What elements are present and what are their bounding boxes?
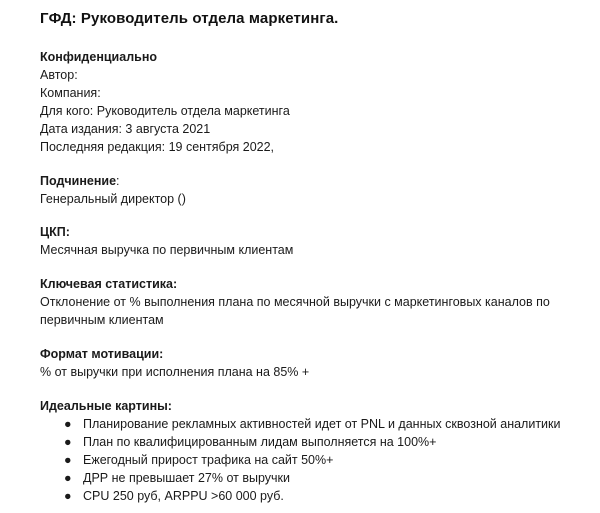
ckp-heading: ЦКП: xyxy=(40,225,70,239)
audience-line: Для кого: Руководитель отдела маркетинга xyxy=(40,104,290,118)
spacer xyxy=(40,329,570,345)
bullet-icon: ● xyxy=(64,453,72,467)
bullet-icon: ● xyxy=(64,417,72,431)
spacer xyxy=(40,259,570,275)
author-label: Автор: xyxy=(40,68,78,82)
list-item xyxy=(40,433,570,451)
spacer xyxy=(40,208,570,223)
bullet-icon: ● xyxy=(64,435,72,449)
spacer xyxy=(40,28,570,48)
meta-block xyxy=(40,48,570,156)
reporting-section xyxy=(40,172,570,208)
company-label: Компания: xyxy=(40,86,101,100)
bullet-icon: ● xyxy=(64,471,72,485)
last-edit-line: Последняя редакция: 19 сентября 2022, xyxy=(40,140,275,154)
motivation-heading: Формат мотивации: xyxy=(40,347,164,361)
ckp-value: Месячная выручка по первичным клиентам xyxy=(40,243,294,257)
list-item xyxy=(40,451,570,469)
reporting-heading-colon: : xyxy=(116,174,120,188)
spacer xyxy=(40,381,570,397)
ideal-pictures-section xyxy=(40,397,570,505)
key-statistic-section xyxy=(40,275,570,329)
ckp-section xyxy=(40,223,570,259)
spacer xyxy=(40,156,570,172)
confidential-label: Конфиденциально xyxy=(40,50,158,64)
list-item xyxy=(40,487,570,505)
list-item-text: Ежегодный прирост трафика на сайт 50%+ xyxy=(83,453,334,467)
list-item-text: ДРР не превышает 27% от выручки xyxy=(83,471,290,485)
motivation-value: % от выручки при исполнения плана на 85% + xyxy=(40,365,310,379)
publish-date-line: Дата издания: 3 августа 2021 xyxy=(40,122,211,136)
list-item xyxy=(40,469,570,487)
key-statistic-value: Отклонение от % выполнения плана по месячной выручки с маркетинговых каналов по первичным клиентам xyxy=(40,295,554,327)
reporting-heading xyxy=(40,172,570,190)
list-item-text: Планирование рекламных активностей идет от PNL и данных сквозной аналитики xyxy=(83,417,561,431)
bullet-icon: ● xyxy=(64,489,72,503)
list-item-text: CPU 250 руб, ARPPU >60 000 руб. xyxy=(83,489,284,503)
reporting-heading-text: Подчинение xyxy=(40,174,117,188)
list-item xyxy=(40,415,570,433)
reporting-value: Генеральный директор () xyxy=(40,192,186,206)
list-item-text: План по квалифицированным лидам выполняется на 100%+ xyxy=(83,435,437,449)
motivation-section xyxy=(40,345,570,381)
ideal-pictures-heading: Идеальные картины: xyxy=(40,399,172,413)
page-title: ГФД: Руководитель отдела маркетинга. xyxy=(40,10,339,27)
key-statistic-heading: Ключевая статистика: xyxy=(40,277,178,291)
ideal-pictures-list xyxy=(40,415,570,505)
